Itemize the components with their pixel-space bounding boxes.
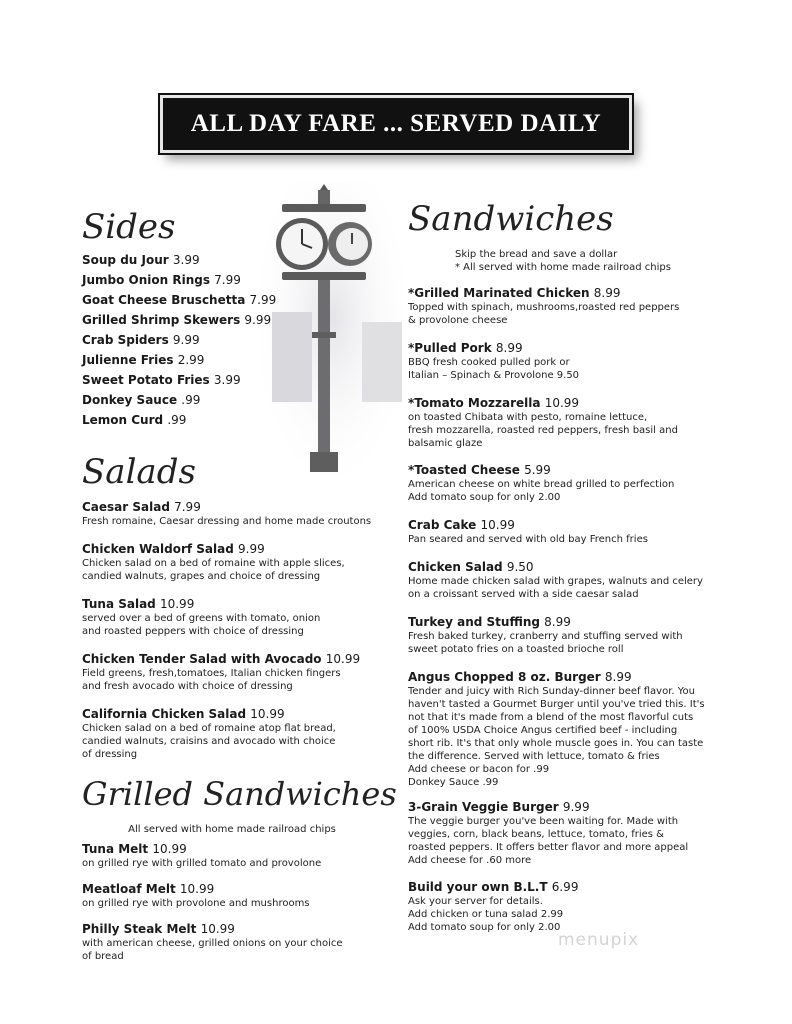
sides-section <box>82 207 392 247</box>
menu-item: Tuna Salad 10.99 served over a bed of greens with tomato, onion and roasted peppers with choice of dressing <box>82 597 321 637</box>
salads-heading: Salads <box>82 452 196 492</box>
list-item: Lemon Curd .99 <box>82 413 187 427</box>
menu-item: Philly Steak Melt 10.99 with american cheese, grilled onions on your choice of bread <box>82 922 343 962</box>
list-item: Jumbo Onion Rings 7.99 <box>82 273 241 287</box>
sides-heading: Sides <box>82 207 176 247</box>
list-item: Crab Spiders 9.99 <box>82 333 200 347</box>
menu-item: California Chicken Salad 10.99 Chicken salad on a bed of romaine atop flat bread, candied walnuts, craisins and avocado with choice of dressing <box>82 707 336 760</box>
grilled-section <box>82 775 402 813</box>
list-item: Donkey Sauce .99 <box>82 393 201 407</box>
menu-item: Tuna Melt 10.99 on grilled rye with grilled tomato and provolone <box>82 842 322 869</box>
menu-item: *Pulled Pork 8.99 BBQ fresh cooked pulled pork or Italian – Spinach & Provolone 9.50 <box>408 341 580 381</box>
banner-title: ALL DAY FARE ... SERVED DAILY <box>190 110 602 137</box>
sides-list <box>82 252 392 432</box>
menu-item: Meatloaf Melt 10.99 on grilled rye with provolone and mushrooms <box>82 882 310 909</box>
menu-item: *Toasted Cheese 5.99 American cheese on white bread grilled to perfection Add tomato soup for only 2.00 <box>408 463 675 503</box>
menu-item: Build your own B.L.T 6.99 Ask your server for details. Add chicken or tuna salad 2.99 Add tomato soup for only 2.00 <box>408 880 579 933</box>
grilled-heading: Grilled Sandwiches <box>82 775 397 813</box>
sandwiches-heading: Sandwiches <box>408 199 614 239</box>
list-item: Grilled Shrimp Skewers 9.99 <box>82 313 272 327</box>
menu-item: Chicken Salad 9.50 Home made chicken salad with grapes, walnuts and celery on a croissant served with a side caesar salad <box>408 560 703 600</box>
menu-item: *Tomato Mozzarella 10.99 on toasted Chibata with pesto, romaine lettuce, fresh mozzarella, roasted red peppers, fresh basil and balsamic glaze <box>408 396 678 449</box>
list-item: Sweet Potato Fries 3.99 <box>82 373 241 387</box>
list-item: Julienne Fries 2.99 <box>82 353 205 367</box>
menu-item: Angus Chopped 8 oz. Burger 8.99 Tender and juicy with Rich Sunday-dinner beef flavor. You haven't tasted a Gourmet Burger until you've tried this. It's not that it's made from a blend of the most flavorful cuts of 100% USDA Choice Angus certified beef - including short rib. It's that only whole muscle goes in. You can taste the difference. Served with lettuce, tomato & fries Add cheese or bacon for .99 Donkey Sauce .99 <box>408 670 705 788</box>
list-item: Goat Cheese Bruschetta 7.99 <box>82 293 277 307</box>
menu-item: *Grilled Marinated Chicken 8.99 Topped with spinach, mushrooms,roasted red peppers & provolone cheese <box>408 286 680 326</box>
menu-item: Chicken Tender Salad with Avocado 10.99 Field greens, fresh,tomatoes, Italian chicken fingers and fresh avocado with choice of dressing <box>82 652 361 692</box>
menu-item: Turkey and Stuffing 8.99 Fresh baked turkey, cranberry and stuffing served with sweet potato fries on a toasted brioche roll <box>408 615 683 655</box>
salads-section <box>82 452 392 492</box>
menu-banner <box>160 95 632 153</box>
menu-item: Crab Cake 10.99 Pan seared and served with old bay French fries <box>408 518 648 545</box>
menu-item: 3-Grain Veggie Burger 9.99 The veggie burger you've been waiting for. Made with veggies, corn, black beans, lettuce, tomato, fries & roasted peppers. It offers better flavor and more appeal Add cheese for .60 more <box>408 800 689 866</box>
menu-item: Chicken Waldorf Salad 9.99 Chicken salad on a bed of romaine with apple slices, candied walnuts, grapes and choice of dressing <box>82 542 345 582</box>
sandwiches-notes: Skip the bread and save a dollar * All served with home made railroad chips <box>455 249 671 273</box>
grilled-note: All served with home made railroad chips <box>128 824 336 835</box>
sandwiches-section <box>408 199 708 239</box>
menu-item: Caesar Salad 7.99 Fresh romaine, Caesar dressing and home made croutons <box>82 500 372 527</box>
list-item: Soup du Jour 3.99 <box>82 253 200 267</box>
menupix-watermark: menupix <box>558 930 640 950</box>
